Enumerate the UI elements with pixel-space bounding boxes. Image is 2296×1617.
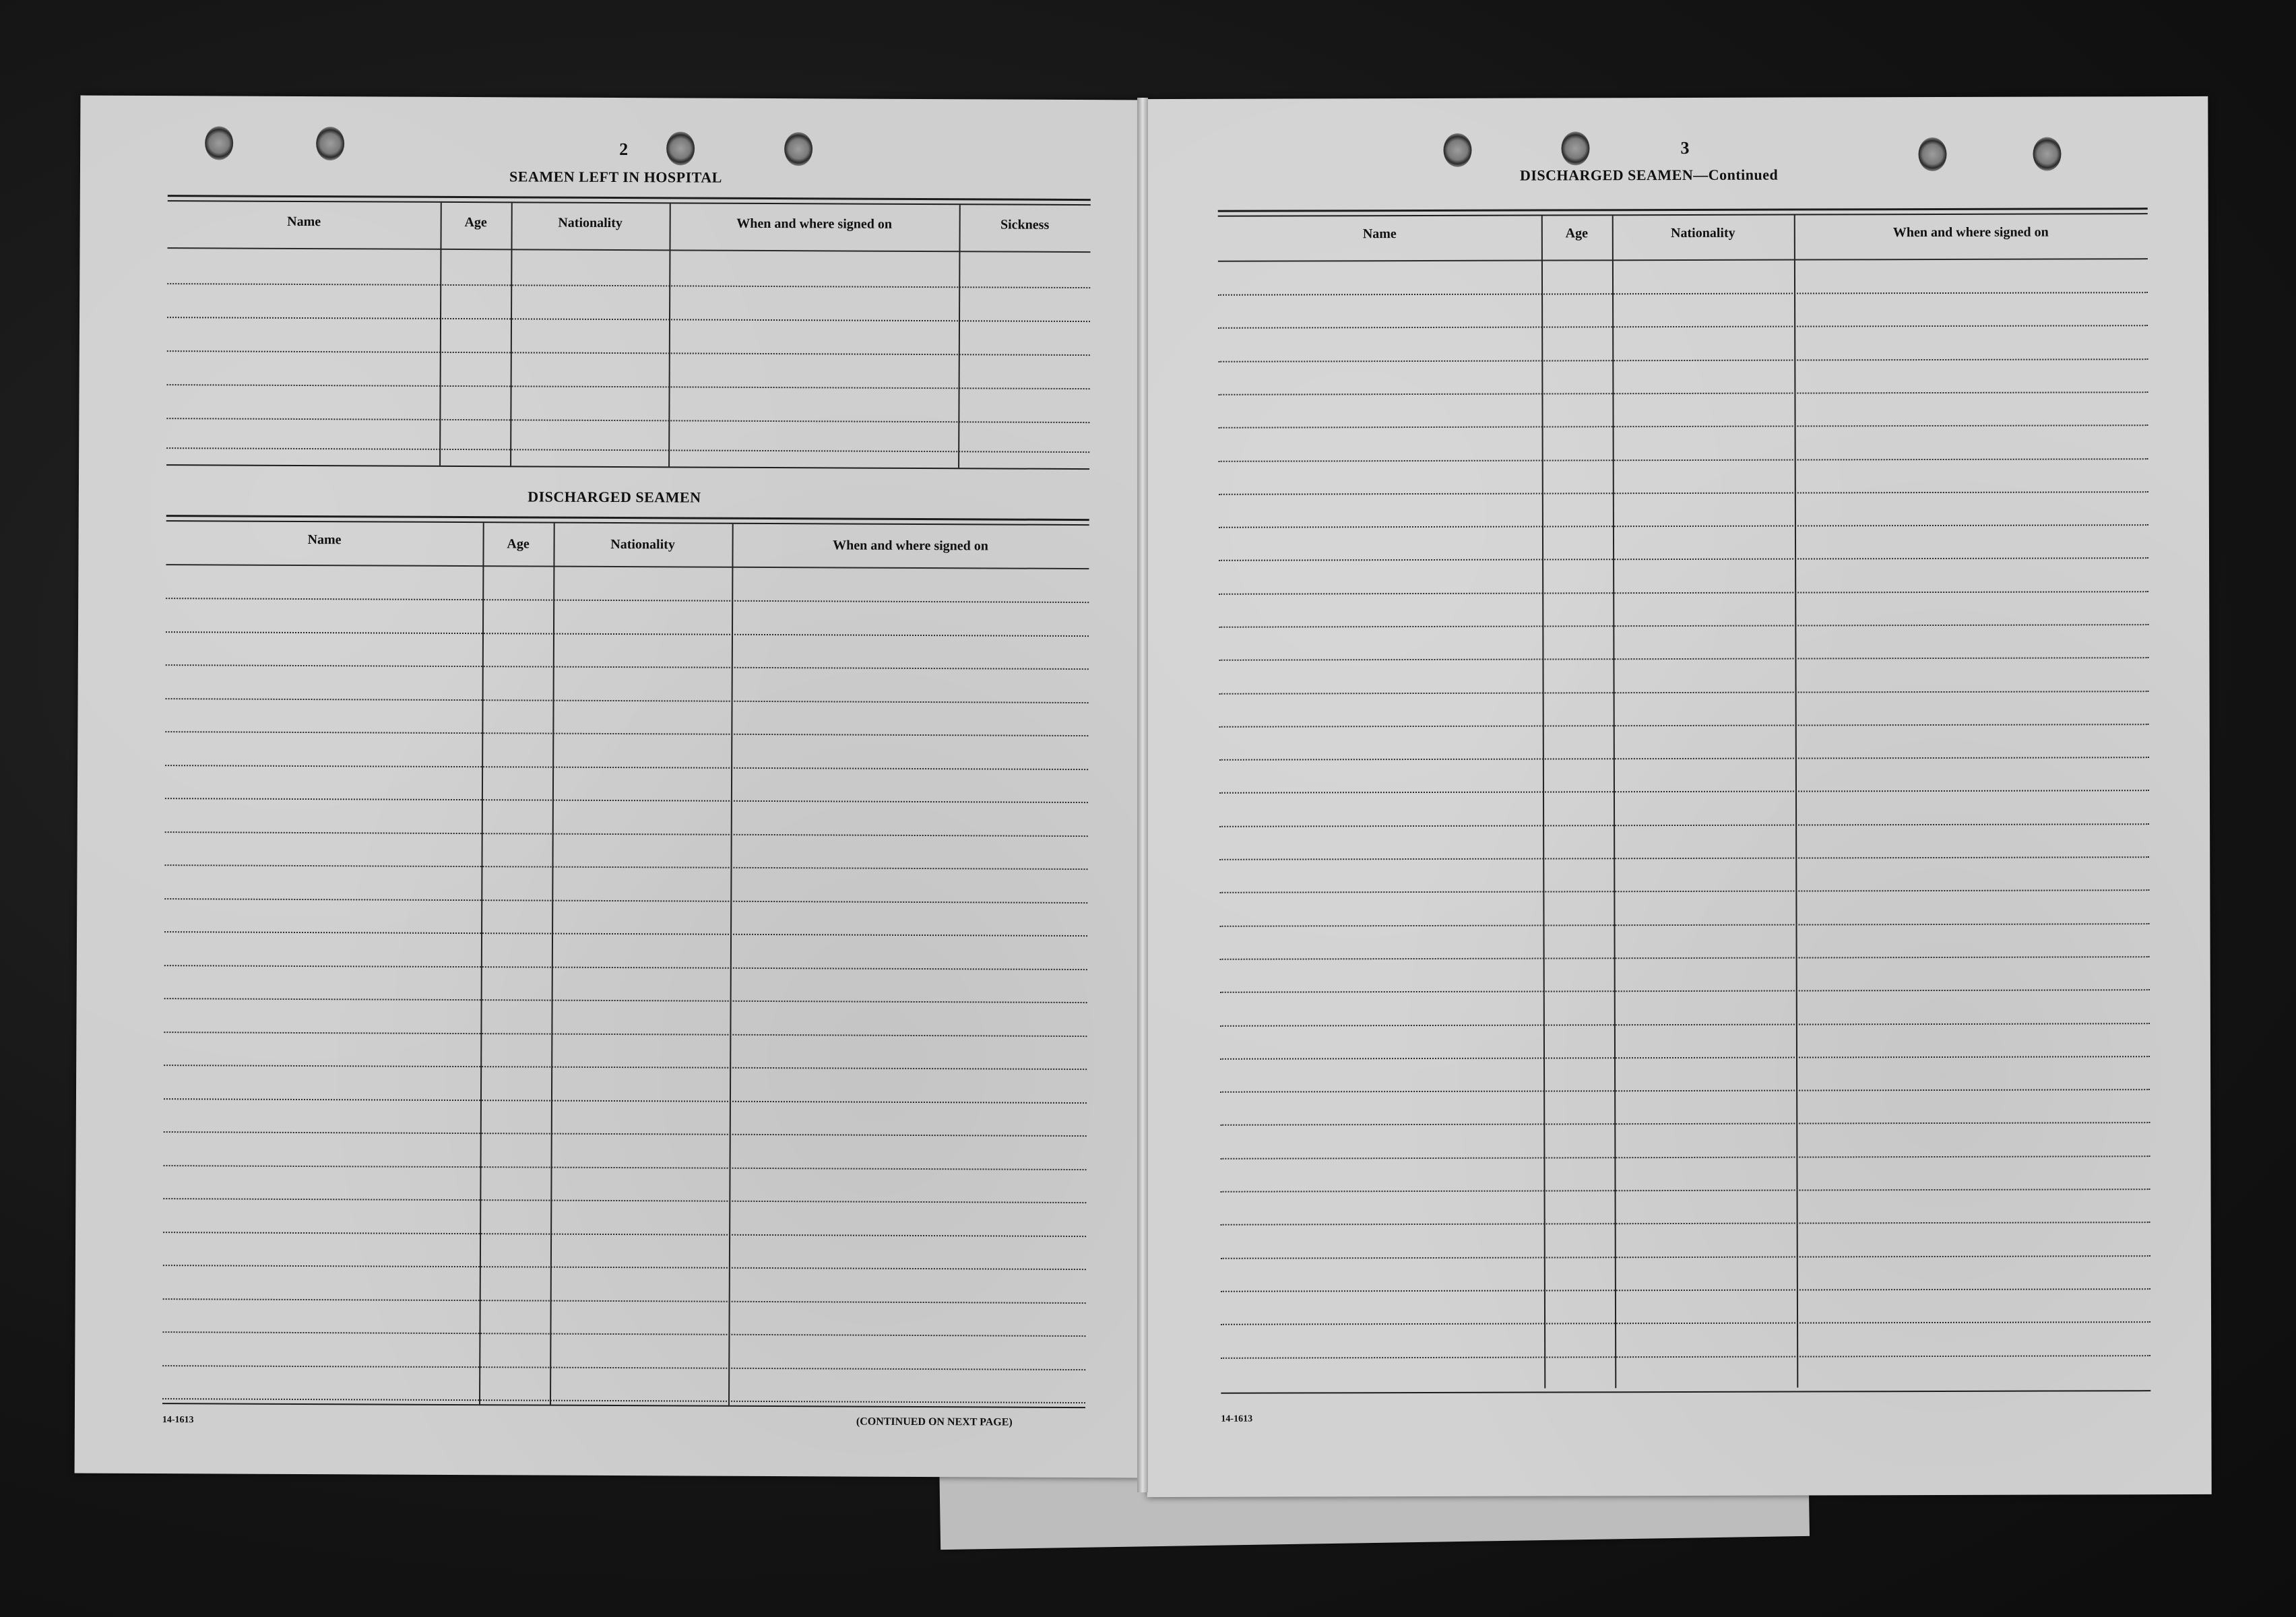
table-row-line: [166, 447, 1089, 453]
right-page: [1143, 96, 2211, 1497]
left-page: [75, 96, 1149, 1478]
table-row-line: [166, 631, 1089, 637]
table-row-line: [165, 731, 1088, 736]
header-bottom-rule: [1218, 258, 2148, 262]
table-row-line: [162, 1398, 1085, 1403]
table-row-line: [164, 965, 1087, 970]
header-bottom-rule: [166, 564, 1089, 569]
punch-hole: [1443, 133, 1471, 167]
table-row-line: [1219, 491, 2148, 495]
punch-hole: [316, 127, 344, 160]
punch-hole: [205, 126, 233, 160]
column-header-signed-on: When and where signed on: [833, 538, 989, 554]
table-row-line: [1219, 790, 2149, 794]
table-row-line: [164, 864, 1087, 870]
table-row-line: [167, 283, 1090, 288]
column-header-nationality: Nationality: [610, 536, 675, 552]
table-row-line: [1219, 657, 2148, 661]
table-row-line: [1219, 524, 2148, 528]
table-row-line: [164, 931, 1087, 937]
form-number: 14-1613: [1221, 1414, 1253, 1424]
table-top-rule: [166, 515, 1089, 521]
table-row-line: [1221, 1355, 2150, 1359]
column-divider: [510, 203, 513, 466]
column-divider: [668, 203, 671, 466]
column-divider: [439, 203, 442, 466]
table-row-line: [162, 1365, 1085, 1370]
table-row-line: [1219, 624, 2148, 628]
table-row-line: [165, 831, 1088, 837]
table-row-line: [1218, 292, 2148, 296]
column-divider: [728, 524, 734, 1405]
book-spine: [1137, 98, 1148, 1492]
table-row-line: [167, 384, 1090, 389]
table-row-line: [165, 765, 1088, 770]
column-header-nationality: Nationality: [558, 215, 623, 231]
column-divider: [1612, 216, 1617, 1388]
table-row-line: [1219, 591, 2148, 595]
column-header-name: Name: [287, 214, 321, 230]
column-divider: [1794, 216, 1799, 1388]
table-row-line: [1219, 923, 2149, 927]
column-header-signed-on: When and where signed on: [1892, 224, 2049, 241]
header-bottom-rule: [167, 247, 1090, 253]
table-row-line: [1219, 823, 2149, 827]
table-row-line: [164, 1065, 1087, 1070]
table-row-line: [163, 1298, 1086, 1304]
table-row-line: [1221, 1222, 2150, 1226]
table-row-line: [164, 1131, 1087, 1137]
table-row-line: [167, 317, 1090, 322]
punch-hole: [1918, 137, 1946, 171]
table-top-rule: [168, 195, 1091, 201]
table-row-line: [1218, 391, 2148, 395]
table-row-line: [166, 598, 1089, 603]
column-header-name: Name: [1362, 226, 1397, 242]
table-row-line: [165, 798, 1088, 803]
table-row-line: [164, 1098, 1087, 1104]
table-row-line: [1220, 1089, 2150, 1093]
column-header-nationality: Nationality: [1671, 225, 1735, 241]
punch-hole: [666, 131, 695, 165]
table-row-line: [1219, 724, 2149, 728]
table-row-line: [1220, 1056, 2150, 1060]
page-number: 2: [619, 139, 629, 160]
table-row-line: [1220, 956, 2150, 960]
table-row-line: [163, 1198, 1086, 1203]
table-row-line: [1219, 856, 2149, 860]
table-row-line: [164, 898, 1087, 903]
column-header-signed-on: When and where signed on: [736, 216, 893, 232]
page-number: 3: [1680, 137, 1690, 158]
table-row-line: [1221, 1321, 2150, 1325]
table-row-line: [163, 1232, 1086, 1237]
column-header-age: Age: [464, 215, 487, 230]
table-bottom-rule: [1221, 1390, 2150, 1394]
table-row-line: [1219, 424, 2148, 429]
section-title-discharged-continued: DISCHARGED SEAMEN—Continued: [1519, 166, 1779, 184]
table-bottom-rule: [166, 464, 1089, 470]
column-divider: [1541, 216, 1546, 1389]
column-divider: [550, 524, 555, 1405]
table-row-line: [1218, 358, 2148, 362]
table-row-line: [166, 418, 1089, 423]
table-top-rule: [166, 520, 1089, 526]
table-row-line: [1221, 1255, 2150, 1259]
table-top-rule: [1218, 213, 2148, 217]
table-row-line: [1220, 1155, 2150, 1160]
table-row-line: [1220, 989, 2150, 993]
punch-hole: [1561, 131, 1589, 165]
continued-note: (CONTINUED ON NEXT PAGE): [856, 1416, 1013, 1428]
table-row-line: [1218, 325, 2148, 329]
table-row-line: [167, 350, 1090, 356]
form-number: 14-1613: [162, 1415, 194, 1426]
table-row-line: [1220, 1122, 2150, 1126]
table-row-line: [1219, 757, 2149, 761]
table-row-line: [166, 698, 1089, 703]
table-row-line: [163, 1265, 1086, 1270]
table-row-line: [1219, 458, 2148, 462]
table-top-rule: [1218, 208, 2148, 212]
column-divider: [958, 205, 961, 468]
table-row-line: [1219, 691, 2149, 695]
table-row-line: [1220, 1023, 2150, 1027]
table-row-line: [1219, 557, 2148, 561]
column-divider: [479, 523, 484, 1404]
table-row-line: [1219, 889, 2149, 893]
table-row-line: [162, 1331, 1085, 1337]
section-title-discharged: DISCHARGED SEAMEN: [528, 488, 701, 506]
table-row-line: [164, 998, 1087, 1003]
table-bottom-rule: [162, 1403, 1085, 1408]
section-title-hospital: SEAMEN LEFT IN HOSPITAL: [509, 168, 722, 186]
column-header-name: Name: [307, 532, 342, 548]
column-header-sickness: Sickness: [1000, 217, 1050, 232]
table-row-line: [164, 1165, 1087, 1170]
table-top-rule: [168, 200, 1091, 205]
table-row-line: [1221, 1288, 2150, 1292]
column-header-age: Age: [1565, 226, 1588, 241]
punch-hole: [2033, 137, 2061, 171]
column-header-age: Age: [507, 536, 530, 552]
table-row-line: [164, 1032, 1087, 1037]
table-row-line: [1221, 1188, 2150, 1193]
table-row-line: [166, 664, 1089, 670]
punch-hole: [784, 132, 812, 166]
